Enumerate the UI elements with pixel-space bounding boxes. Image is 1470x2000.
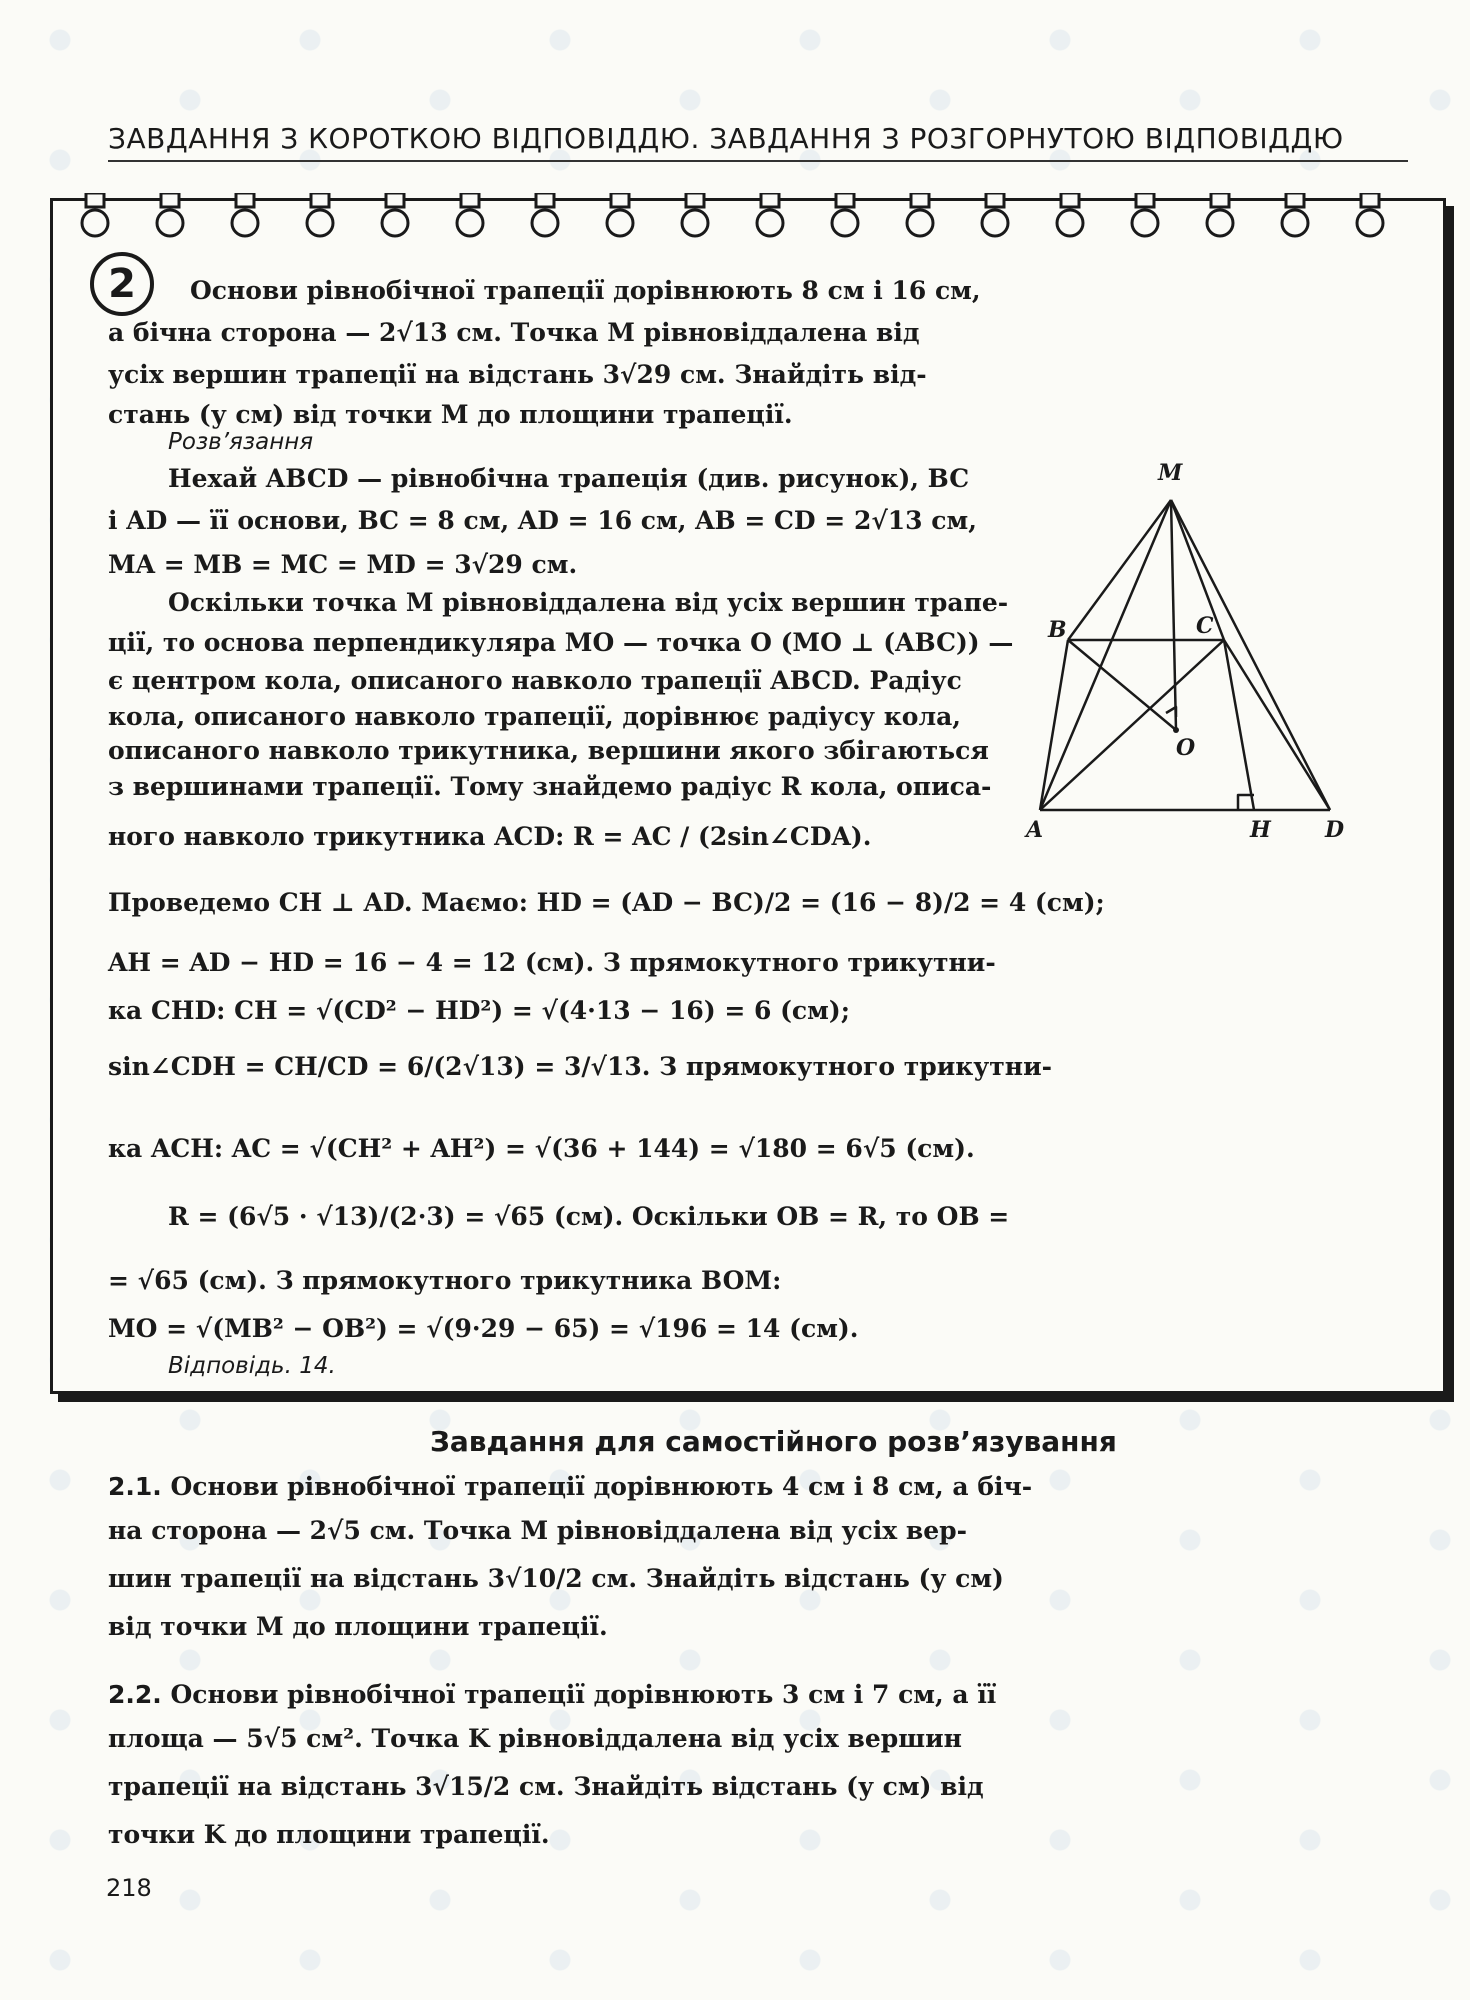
pyramid-figure	[1010, 455, 1390, 855]
exercise-number: 2.1.	[108, 1472, 162, 1501]
solution-line-7: кола, описаного навколо трапеції, дорівнює радіусу кола,	[108, 702, 961, 731]
solution-line-6: є центром кола, описаного навколо трапеції ABCD. Радіус	[108, 666, 962, 695]
exercise-2-1-line-1	[108, 1468, 1032, 1505]
solution-line-13: ка CHD: CH = √(CD² − HD²) = √(4·13 − 16) = 6 (см);	[108, 996, 850, 1025]
solution-label: Розв’язання	[168, 429, 314, 455]
exercise-2-1-line-4: від точки M до площини трапеції.	[108, 1612, 608, 1641]
solution-line-18: MO = √(MB² − OB²) = √(9·29 − 65) = √196 = 14 (см).	[108, 1314, 859, 1343]
solution-line-5: ції, то основа перпендикуляра MO — точка O (MO ⊥ (ABC)) —	[108, 628, 1014, 657]
solution-line-4: Оскільки точка M рівновіддалена від усіх вершин трапе-	[168, 588, 1009, 617]
section-title: Завдання для самостійного розв’язування	[430, 1425, 1117, 1458]
label-d: D	[1325, 817, 1345, 843]
notebook-rings	[50, 193, 1450, 243]
exercise-text: Основи рівнобічної трапеції дорівнюють 3 см і 7 см, а її	[170, 1680, 997, 1709]
solution-line-16: R = (6√5 · √13)/(2·3) = √65 (см). Оскільки OB = R, то OB =	[168, 1202, 1010, 1231]
solution-line-1: Нехай ABCD — рівнобічна трапеція (див. рисунок), BC	[168, 464, 970, 493]
task-statement-line-4: стань (у см) від точки M до площини трапеції.	[108, 400, 793, 429]
solution-line-12: AH = AD − HD = 16 − 4 = 12 (см). З прямокутного трикутни-	[108, 948, 996, 977]
solution-line-14: sin∠CDH = CH/CD = 6/(2√13) = 3/√13. З прямокутного трикутни-	[108, 1052, 1053, 1081]
solution-line-2: і AD — її основи, BC = 8 см, AD = 16 см, AB = CD = 2√13 см,	[108, 506, 977, 535]
solution-line-3: MA = MB = MC = MD = 3√29 см.	[108, 550, 578, 579]
label-m: M	[1158, 460, 1183, 486]
solution-line-15: ка ACH: AC = √(CH² + AH²) = √(36 + 144) = √180 = 6√5 (см).	[108, 1134, 975, 1163]
exercise-2-2-line-1	[108, 1676, 996, 1713]
exercise-text: Основи рівнобічної трапеції дорівнюють 4 см і 8 см, а біч-	[170, 1472, 1033, 1501]
header-rule	[108, 160, 1408, 162]
label-a: A	[1026, 817, 1044, 843]
label-o: O	[1176, 735, 1196, 761]
task-statement-line-2: а бічна сторона — 2√13 см. Точка M рівновіддалена від	[108, 318, 920, 347]
exercise-2-1-line-2: на сторона — 2√5 см. Точка M рівновіддалена від усіх вер-	[108, 1516, 967, 1545]
solution-line-10: ного навколо трикутника ACD: R = AC / (2sin∠CDA).	[108, 822, 872, 851]
solution-line-11: Проведемо CH ⊥ AD. Маємо: HD = (AD − BC)/2 = (16 − 8)/2 = 4 (см);	[108, 888, 1105, 917]
exercise-2-2-line-2: площа — 5√5 см². Точка K рівновіддалена від усіх вершин	[108, 1724, 962, 1753]
solution-line-8: описаного навколо трикутника, вершини якого збігаються	[108, 736, 989, 765]
label-h: H	[1250, 817, 1271, 843]
exercise-2-2-line-4: точки K до площини трапеції.	[108, 1820, 550, 1849]
task-number-badge: 2	[90, 252, 154, 316]
label-b: B	[1048, 617, 1067, 643]
label-c: C	[1196, 613, 1214, 639]
task-statement-line-1: Основи рівнобічної трапеції дорівнюють 8 см і 16 см,	[190, 276, 981, 305]
task-statement-line-3: усіх вершин трапеції на відстань 3√29 см. Знайдіть від-	[108, 360, 927, 389]
exercise-number: 2.2.	[108, 1680, 162, 1709]
solution-line-17: = √65 (см). З прямокутного трикутника BOM:	[108, 1266, 782, 1295]
answer-text: Відповідь. 14.	[168, 1353, 336, 1379]
solution-line-9: з вершинами трапеції. Тому знайдемо радіус R кола, описа-	[108, 772, 992, 801]
page-header: ЗАВДАННЯ З КОРОТКОЮ ВІДПОВІДДЮ. ЗАВДАННЯ З РОЗГОРНУТОЮ ВІДПОВІДДЮ	[108, 122, 1344, 155]
exercise-2-2-line-3: трапеції на відстань 3√15/2 см. Знайдіть відстань (у см) від	[108, 1772, 984, 1801]
page-number: 218	[106, 1874, 152, 1902]
exercise-2-1-line-3: шин трапеції на відстань 3√10/2 см. Знайдіть відстань (у см)	[108, 1564, 1004, 1593]
